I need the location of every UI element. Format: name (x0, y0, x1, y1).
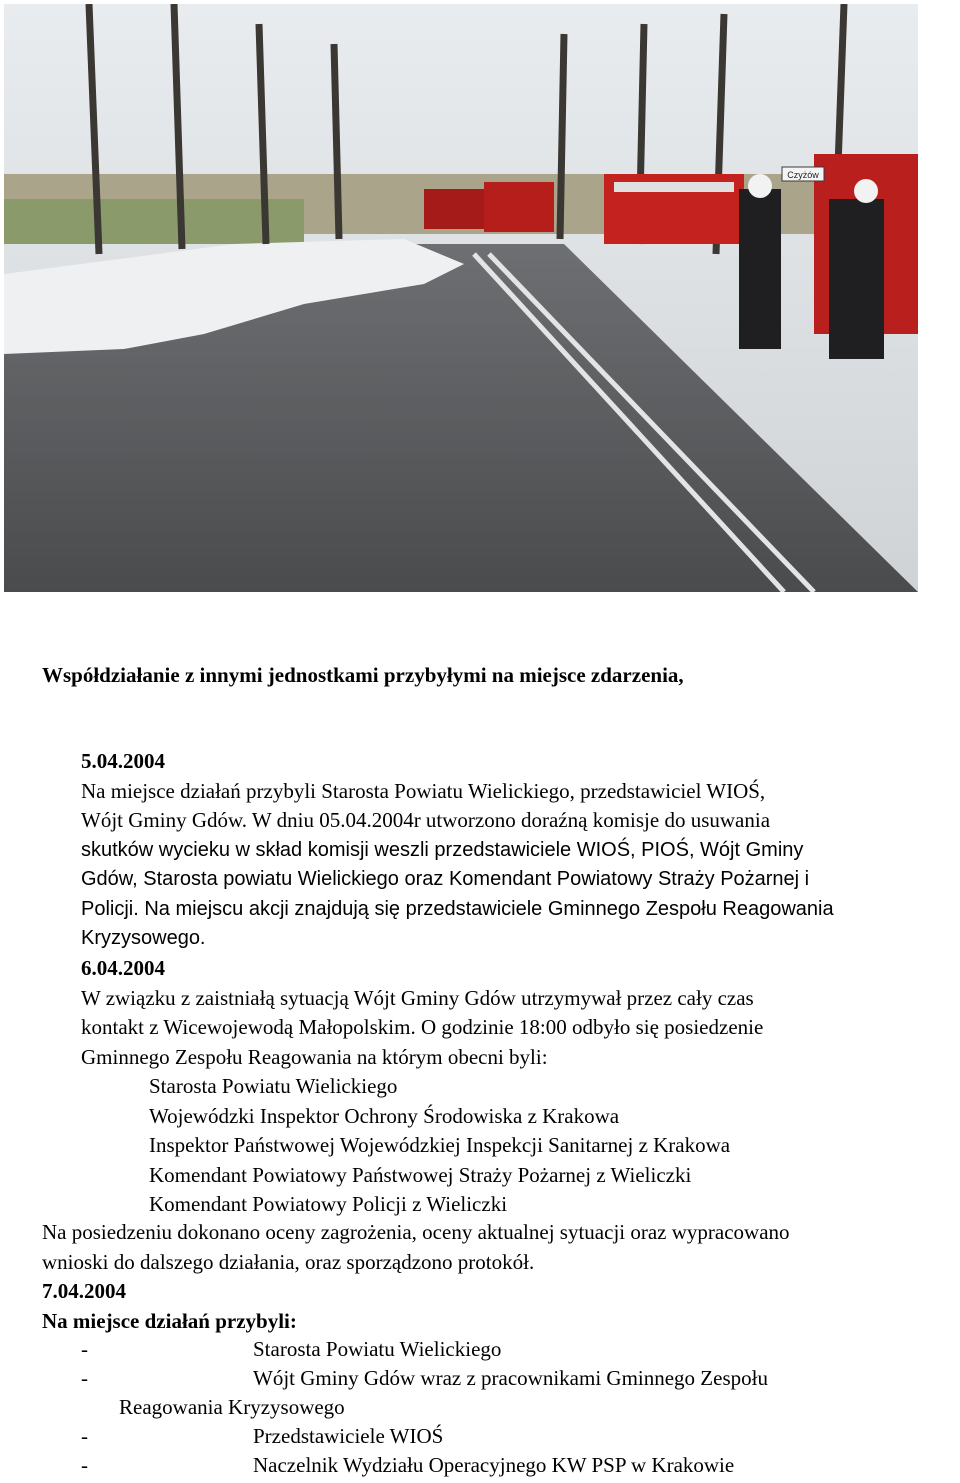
paragraph-line: Na miejsce działań przybyli Starosta Powiatu Wielickiego, przedstawiciel WIOŚ, (81, 778, 766, 803)
arrival-item (81, 1422, 443, 1451)
paragraph-line: Kryzysowego. (81, 927, 206, 949)
attendee-item: Wojewódzki Inspektor Ochrony Środowiska z Krakowa (149, 1103, 620, 1128)
list-dash: - (81, 1453, 88, 1477)
attendee-item: Inspektor Państwowej Wojewódzkiej Inspekcji Sanitarnej z Krakowa (149, 1133, 731, 1157)
attendee-item: Komendant Powiatowy Państwowej Straży Pożarnej z Wieliczki (149, 1162, 692, 1187)
paragraph-line: kontakt z Wicewojewodą Małopolskim. O godzinie 18:00 odbyło się posiedzenie (81, 1015, 764, 1039)
arrival-item (81, 1451, 734, 1480)
road-sign-label: Czyżów (787, 170, 819, 180)
list-dash: - (81, 1337, 88, 1361)
attendee-item: Starosta Powiatu Wielickiego (149, 1074, 398, 1098)
attendee-item: Komendant Powiatowy Policji z Wieliczki (149, 1192, 508, 1216)
arrival-item-label: Przedstawiciele WIOŚ (253, 1424, 444, 1448)
list-dash: - (81, 1424, 88, 1448)
date-label: 7.04.2004 (42, 1279, 126, 1303)
arrival-item-label: Starosta Powiatu Wielickiego (253, 1337, 502, 1361)
arrivals-heading: Na miejsce działań przybyli: (42, 1308, 297, 1333)
meeting-conclusion (42, 1218, 790, 1277)
arrival-item (81, 1335, 501, 1364)
list-dash: - (81, 1366, 88, 1390)
paragraph-line: skutków wycieku w skład komisji weszli przedstawiciele WIOŚ, PIOŚ, Wójt Gminy (81, 838, 804, 861)
section-6-04 (81, 954, 763, 1220)
date-label: 6.04.2004 (81, 956, 165, 980)
paragraph-line: Na posiedzeniu dokonano oceny zagrożenia, oceny aktualnej sytuacji oraz wypracowano (42, 1220, 790, 1244)
date-label: 5.04.2004 (81, 749, 165, 773)
section-heading: Współdziałanie z innymi jednostkami przybyłymi na miejsce zdarzenia, (42, 663, 684, 687)
paragraph-line: Gminnego Zespołu Reagowania na którym obecni byli: (81, 1044, 548, 1069)
paragraph-line: Gdów, Starosta powiatu Wielickiego oraz Komendant Powiatowy Straży Pożarnej i (81, 868, 810, 890)
arrival-item-continuation (119, 1393, 345, 1422)
arrival-item-label: Wójt Gminy Gdów wraz z pracownikami Gminnego Zespołu (253, 1366, 768, 1390)
incident-photo (4, 4, 918, 592)
arrival-item-label: Naczelnik Wydziału Operacyjnego KW PSP w Krakowie (253, 1453, 735, 1477)
arrival-item (81, 1364, 768, 1393)
arrival-item-label: Reagowania Kryzysowego (119, 1395, 345, 1419)
paragraph-line: Policji. Na miejscu akcji znajdują się przedstawiciele Gminnego Zespołu Reagowania (81, 897, 834, 920)
section-7-04 (42, 1277, 297, 1336)
paragraph-line: Wójt Gminy Gdów. W dniu 05.04.2004r utworzono doraźną komisje do usuwania (81, 808, 771, 832)
paragraph-line: W związku z zaistniałą sytuacją Wójt Gminy Gdów utrzymywał przez cały czas (81, 985, 754, 1010)
section-5-04 (81, 747, 834, 954)
paragraph-line: wnioski do dalszego działania, oraz sporządzono protokół. (42, 1249, 535, 1274)
